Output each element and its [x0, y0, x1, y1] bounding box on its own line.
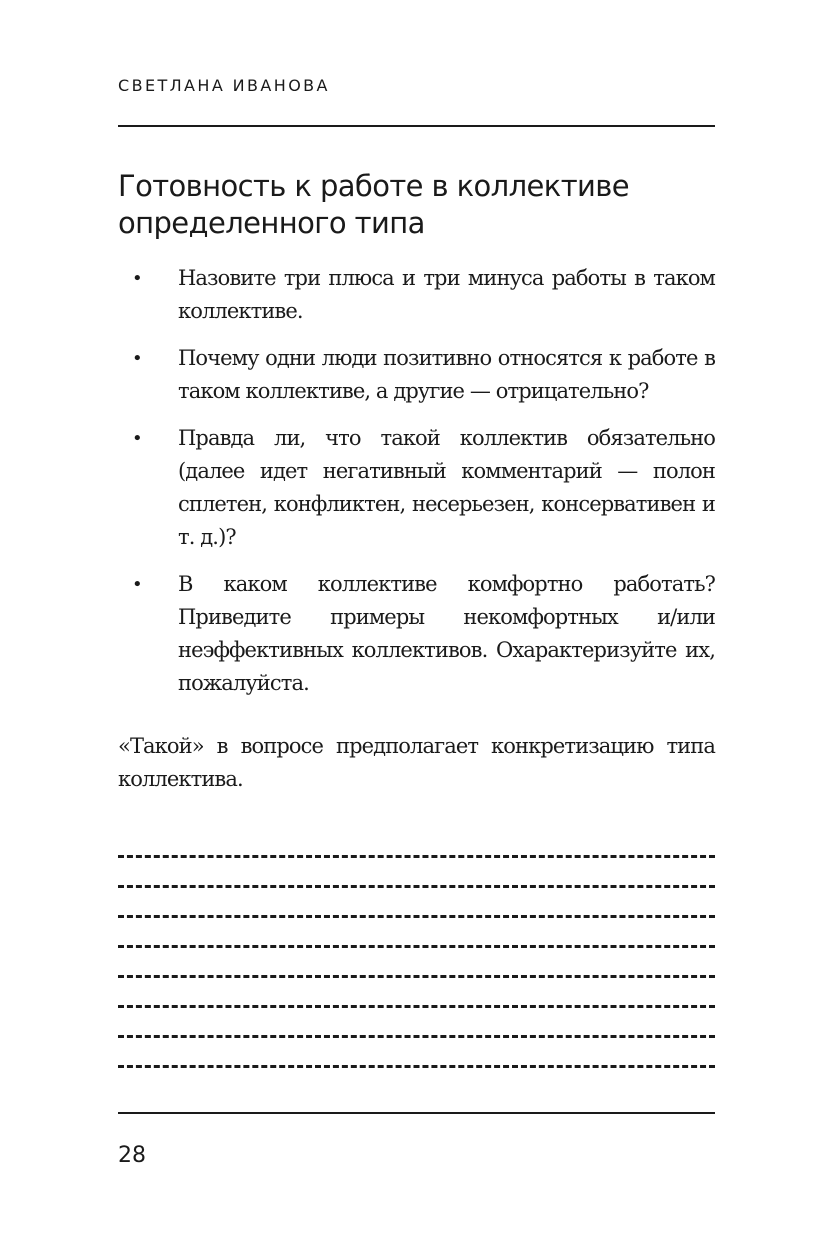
question-text: Почему одни люди позитивно относятся к работе в таком коллективе, а другие — отрицательно? — [178, 346, 715, 403]
question-text: В каком коллективе комфортно работать? Приведите примеры некомфортных и/или неэффективных коллективов. Охарактеризуйте их, пожалуйста. — [178, 572, 715, 695]
bullet-marker: • — [132, 348, 142, 369]
bullet-marker: • — [132, 574, 142, 595]
answer-lines — [118, 855, 715, 1095]
answer-line — [118, 885, 715, 888]
answer-line — [118, 975, 715, 978]
answer-line — [118, 1005, 715, 1008]
answer-line — [118, 1035, 715, 1038]
question-item — [118, 422, 715, 554]
answer-line — [118, 915, 715, 918]
footer-rule — [118, 1112, 715, 1114]
question-text: Назовите три плюса и три минуса работы в таком коллективе. — [178, 266, 715, 323]
header-rule — [118, 125, 715, 127]
question-item — [118, 342, 715, 408]
clarification-note: «Такой» в вопросе предполагает конкретизацию типа коллектива. — [118, 734, 715, 791]
page-number: 28 — [118, 1143, 146, 1168]
bullet-marker: • — [132, 268, 142, 289]
answer-line — [118, 1065, 715, 1068]
bullet-marker: • — [132, 428, 142, 449]
answer-line — [118, 855, 715, 858]
question-list — [118, 262, 715, 714]
answer-line — [118, 945, 715, 948]
section-title: Готовность к работе в коллективе определенного типа — [118, 169, 629, 240]
question-text: Правда ли, что такой коллектив обязательно (далее идет негативный комментарий — полон сплетен, конфликтен, несерьезен, консервативен и т. д.)? — [178, 426, 715, 549]
question-item — [118, 568, 715, 700]
question-item — [118, 262, 715, 328]
running-head-author: СВЕТЛАНА ИВАНОВА — [118, 76, 330, 95]
